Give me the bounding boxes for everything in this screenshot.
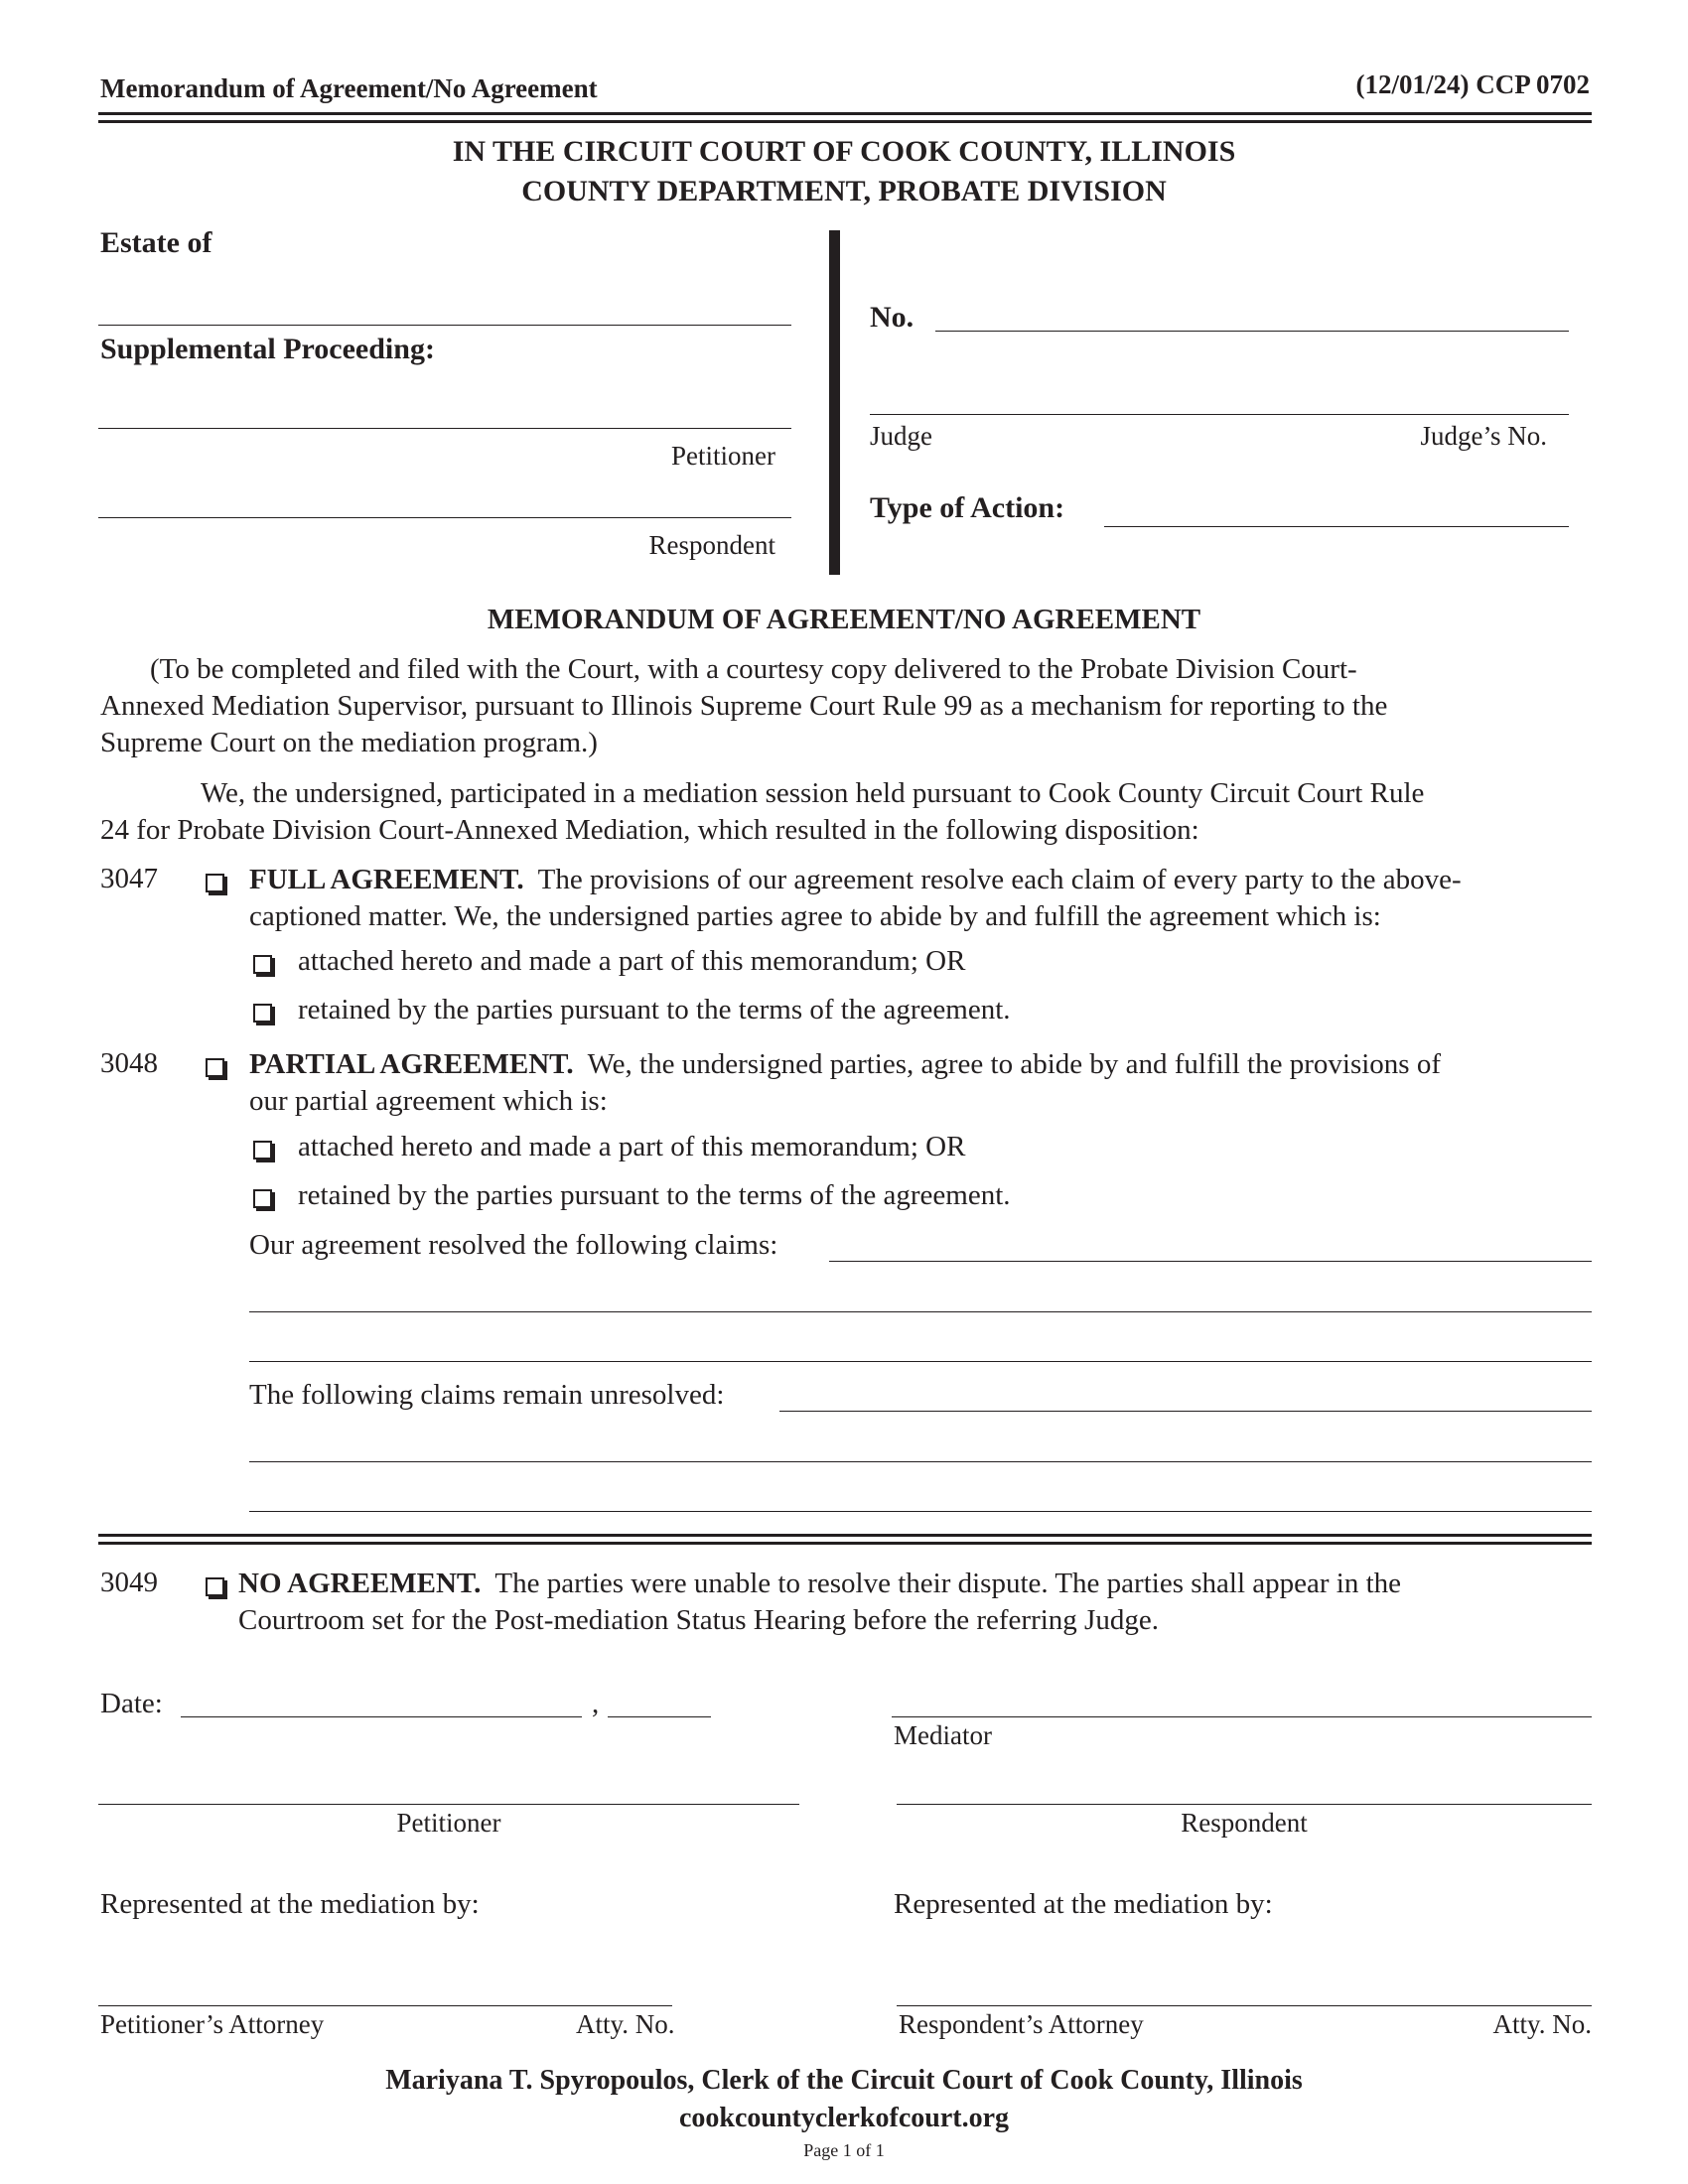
respondent-attorney-field[interactable] [897,2005,1592,2006]
type-of-action-label: Type of Action: [870,491,1065,524]
no-agreement-line-1 [238,1566,1401,1602]
instructions-line-3: Supreme Court on the mediation program.) [100,727,598,758]
mediator-label: Mediator [894,1720,992,1750]
full-agreement-text-1: The provisions of our agreement resolve each claim of every party to the above- [537,864,1462,895]
resolved-claims-field-3[interactable] [249,1361,1592,1362]
respondent-field[interactable] [98,517,791,518]
respondent-label: Respondent [648,530,775,560]
resolved-claims-field-2[interactable] [249,1311,1592,1312]
respondent-signature-label: Respondent [1181,1808,1308,1838]
full-agreement-line-1 [249,862,1462,898]
resolved-claims-label: Our agreement resolved the following claims: [249,1229,778,1261]
full-agreement-checkbox[interactable] [206,874,224,892]
partial-retained-checkbox[interactable] [253,1189,272,1208]
resolved-claims-field-1[interactable] [829,1261,1592,1262]
respondent-signature-field[interactable] [897,1804,1592,1805]
section-rule-bottom [98,1542,1592,1545]
full-attached-checkbox[interactable] [253,955,272,974]
full-retained-checkbox[interactable] [253,1004,272,1023]
respondent-atty-no-label: Atty. No. [1492,2009,1592,2039]
unresolved-claims-field-1[interactable] [779,1411,1592,1412]
case-number-field[interactable] [935,331,1569,332]
type-of-action-field[interactable] [1104,526,1569,527]
full-retained-label: retained by the parties pursuant to the terms of the agreement. [298,994,1011,1025]
instructions-line-2: Annexed Mediation Supervisor, pursuant to Illinois Supreme Court Rule 99 as a mechanism for reporting to the [100,690,1388,722]
judge-label: Judge [870,421,932,451]
no-agreement-heading: NO AGREEMENT. [238,1568,482,1599]
estate-of-label: Estate of [100,226,212,259]
no-agreement-text-1: The parties were unable to resolve their dispute. The parties shall appear in the [494,1568,1402,1599]
represented-by-left: Represented at the mediation by: [100,1888,480,1920]
partial-agreement-heading: PARTIAL AGREEMENT. [249,1048,574,1080]
caption-divider [829,230,840,575]
petitioner-signature-field[interactable] [98,1804,799,1805]
judge-field[interactable] [870,414,1569,415]
date-year-field[interactable] [608,1716,711,1717]
unresolved-claims-field-2[interactable] [249,1461,1592,1462]
website-footer: cookcountyclerkofcourt.org [678,2103,1010,2133]
case-number-label: No. [870,301,914,334]
unresolved-claims-field-3[interactable] [249,1511,1592,1512]
no-agreement-line-2: Courtroom set for the Post-mediation Status Hearing before the referring Judge. [238,1604,1159,1636]
form-code: (12/01/24) CCP 0702 [1355,69,1590,99]
partial-agreement-line-2: our partial agreement which is: [249,1085,608,1117]
petitioner-attorney-label: Petitioner’s Attorney [100,2009,325,2039]
partial-retained-label: retained by the parties pursuant to the terms of the agreement. [298,1179,1011,1211]
mediator-signature-field[interactable] [892,1716,1592,1717]
form-title: Memorandum of Agreement/No Agreement [100,73,598,103]
represented-by-right: Represented at the mediation by: [894,1888,1273,1920]
partial-agreement-text-1: We, the undersigned parties, agree to abide by and fulfill the provisions of [587,1048,1441,1080]
clerk-footer: Mariyana T. Spyropoulos, Clerk of the Circuit Court of Cook County, Illinois [385,2065,1303,2096]
partial-agreement-code: 3048 [100,1047,158,1079]
memo-title: MEMORANDUM OF AGREEMENT/NO AGREEMENT [487,604,1201,635]
no-agreement-checkbox[interactable] [206,1577,224,1596]
date-comma: , [592,1688,600,1719]
court-name: IN THE CIRCUIT COURT OF COOK COUNTY, ILLINOIS [452,135,1236,168]
partial-attached-label: attached hereto and made a part of this memorandum; OR [298,1131,966,1162]
partial-attached-checkbox[interactable] [253,1141,272,1160]
petitioner-attorney-field[interactable] [98,2005,672,2006]
date-field[interactable] [181,1716,582,1717]
partial-agreement-checkbox[interactable] [206,1058,224,1077]
full-agreement-code: 3047 [100,863,158,894]
partial-agreement-line-1 [249,1046,1441,1083]
instructions-line-1: (To be completed and filed with the Court, with a courtesy copy delivered to the Probate Division Court- [150,653,1357,685]
petitioner-field[interactable] [98,428,791,429]
header-rule-top [98,112,1592,115]
full-agreement-heading: FULL AGREEMENT. [249,864,524,895]
petitioner-signature-label: Petitioner [396,1808,501,1838]
full-attached-label: attached hereto and made a part of this memorandum; OR [298,945,966,977]
estate-name-field[interactable] [98,325,791,326]
respondent-attorney-label: Respondent’s Attorney [899,2009,1144,2039]
page-number: Page 1 of 1 [803,2140,885,2160]
date-label: Date: [100,1688,163,1719]
section-rule-top [98,1534,1592,1537]
supplemental-proceeding-label: Supplemental Proceeding: [100,333,435,365]
intro-line-1: We, the undersigned, participated in a mediation session held pursuant to Cook County Circuit Court Rule [201,777,1425,809]
judge-number-label: Judge’s No. [1420,421,1547,451]
header-rule-bottom [98,120,1592,123]
intro-line-2: 24 for Probate Division Court-Annexed Mediation, which resulted in the following disposition: [100,814,1199,846]
no-agreement-code: 3049 [100,1567,158,1598]
full-agreement-line-2: captioned matter. We, the undersigned parties agree to abide by and fulfill the agreement which is: [249,900,1381,932]
petitioner-atty-no-label: Atty. No. [576,2009,675,2039]
court-division: COUNTY DEPARTMENT, PROBATE DIVISION [521,175,1167,207]
unresolved-claims-label: The following claims remain unresolved: [249,1379,725,1411]
petitioner-label: Petitioner [671,441,775,471]
